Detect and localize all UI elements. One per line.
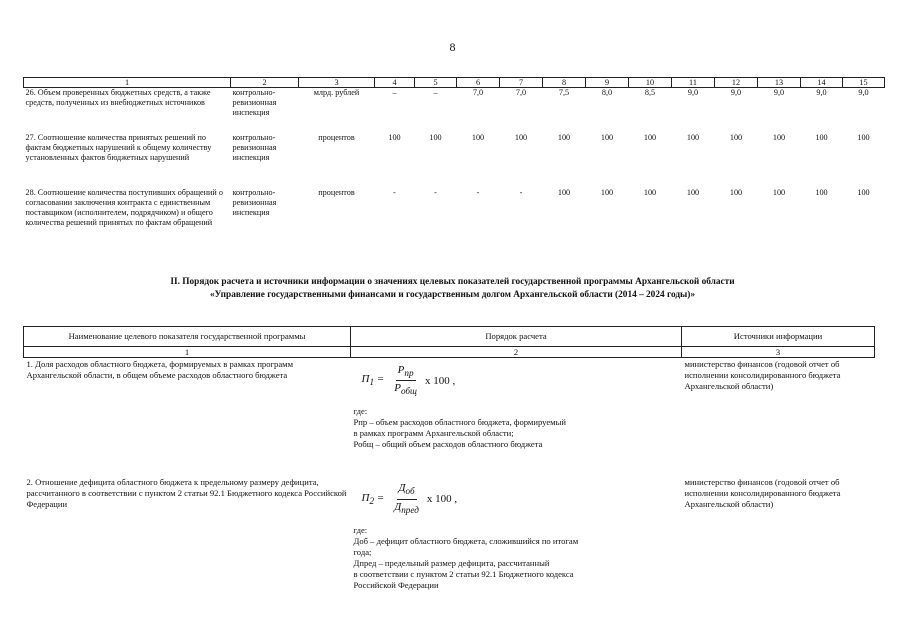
source-cell: министерство финансов (годовой отчет об исполнении консолидированного бюджета Архангельской области): [684, 477, 841, 510]
value-cell: 100: [643, 187, 657, 197]
header-num: 3: [682, 347, 875, 358]
table-header-row: [24, 78, 885, 88]
value-cell: 100: [815, 132, 828, 142]
value-cell: 100: [815, 187, 828, 197]
indicator-name: 2. Отношение дефицита областного бюджета к предельному размеру дефицита, рассчитанного в соответствии с пунктом 2 статьи 92.1 Бюджетного кодекса Российской Федерации: [26, 477, 347, 510]
source-cell: министерство финансов (годовой отчет об исполнении консолидированного бюджета Архангельской области): [684, 359, 841, 391]
column-header: 6: [457, 78, 500, 88]
value-cell: 100: [857, 132, 870, 142]
value-cell: 100: [643, 132, 657, 142]
formula: [362, 481, 679, 516]
column-header: 5: [415, 78, 457, 88]
value-cell: 100: [557, 132, 571, 142]
value-cell: 100: [772, 187, 786, 197]
column-header: 7: [500, 78, 543, 88]
value-cell: 100: [686, 187, 700, 197]
table-row: [24, 358, 875, 477]
value-cell: 100: [388, 132, 401, 142]
value-cell: 100: [686, 132, 700, 142]
column-header: 14: [801, 78, 843, 88]
column-header: 3: [299, 78, 375, 88]
column-header: 8: [543, 78, 586, 88]
column-header: 10: [629, 78, 672, 88]
formula-tail: x 100 ,: [424, 374, 456, 387]
value-cell: 9,0: [773, 88, 785, 97]
value-cell: –: [392, 88, 397, 97]
column-header: 4: [375, 78, 415, 88]
executor: контрольно-ревизионная инспекция: [232, 187, 277, 217]
value-cell: 7,0: [472, 88, 484, 97]
value-cell: 100: [772, 132, 786, 142]
value-cell: 100: [729, 187, 743, 197]
value-cell: –: [433, 88, 438, 97]
section-title-line1: II. Порядок расчета и источники информации о значениях целевых показателей государственной программы Архангельской области: [170, 277, 735, 287]
header-indicator-name: Наименование целевого показателя государственной программы: [24, 327, 351, 347]
table-row: [24, 476, 875, 590]
column-header: 11: [672, 78, 715, 88]
table-row: [24, 88, 885, 133]
column-header: 12: [715, 78, 758, 88]
value-cell: 100: [557, 187, 571, 197]
unit: процентов: [318, 187, 355, 197]
value-cell: -: [393, 187, 396, 197]
value-cell: 100: [514, 132, 528, 142]
value-cell: 100: [600, 187, 614, 197]
value-cell: 8,0: [601, 88, 613, 97]
column-header: 1: [24, 78, 231, 88]
formula-numerator: $Р_{пр}$: [396, 363, 416, 381]
table-header-row: [24, 327, 875, 347]
indicators-table: [23, 77, 885, 228]
table-row: [24, 188, 885, 228]
formula-lhs: $П_1$ =: [361, 373, 385, 388]
header-calculation: Порядок расчета: [351, 327, 682, 347]
value-cell: -: [476, 187, 480, 197]
column-header: 2: [231, 78, 299, 88]
value-cell: -: [434, 187, 437, 197]
formula-explanation: где: Рпр – объем расходов областного бюджета, формируемый в рамках программ Архангельской области; Робщ – общий объем расходов областного бюджета: [353, 406, 566, 450]
header-num: 2: [351, 347, 682, 358]
formula: [362, 363, 679, 398]
unit: млрд. рублей: [313, 88, 360, 97]
formula-explanation: где: Доб – дефицит областного бюджета, сложившийся по итогам года; Дпред – предельный размер дефицита, рассчитанный в соответствии с пунктом 2 статьи 92.1 Бюджетного кодекса Российской Федерации: [353, 524, 579, 590]
value-cell: 100: [729, 132, 743, 142]
indicator-name: 28. Соотношение количества поступивших обращений о согласовании заключения контракта с единственным поставщиком (исполнителем, подрядчиком) и общего количества решений принятых по фактам обращений: [25, 187, 223, 227]
unit: процентов: [318, 132, 355, 142]
value-cell: 7,0: [515, 88, 527, 97]
formula-denominator: $Р_{общ}$: [394, 382, 417, 397]
calculation-cell: [351, 476, 682, 590]
indicator-name: 26. Объем проверенных бюджетных средств, а также средств, полученных из внебюджетных источников: [25, 88, 211, 107]
header-sources: Источники информации: [682, 327, 875, 347]
value-cell: 8,5: [644, 88, 656, 97]
value-cell: 100: [600, 132, 614, 142]
header-num: 1: [24, 347, 351, 358]
calculation-table: [23, 326, 875, 591]
indicator-name: 1. Доля расходов областного бюджета, формируемых в рамках программ Архангельской области, в общем объеме расходов областного бюджета: [26, 359, 294, 380]
column-header: 9: [586, 78, 629, 88]
table-row: [24, 133, 885, 188]
value-cell: 7,5: [558, 88, 570, 97]
formula-denominator: $Д_{пред}$: [394, 500, 419, 515]
column-header: 13: [758, 78, 801, 88]
value-cell: -: [519, 187, 523, 197]
executor: контрольно-ревизионная инспекция: [232, 88, 277, 117]
value-cell: 100: [857, 187, 870, 197]
formula-lhs: $П_2$ =: [361, 491, 385, 506]
formula-tail: x 100 ,: [426, 493, 458, 506]
section-title-line2: «Управление государственными финансами и государственным долгом Архангельской области (2014 – 2024 годы)»: [209, 290, 696, 300]
value-cell: 9,0: [687, 88, 699, 97]
value-cell: 9,0: [858, 88, 869, 97]
formula-numerator: $Д_{об}$: [397, 481, 417, 499]
indicator-name: 27. Соотношение количества принятых решений по фактам бюджетных нарушений к общему количеству установленных фактов бюджетных нарушений: [25, 132, 212, 162]
formula-fraction: [392, 363, 419, 398]
value-cell: 100: [429, 132, 442, 142]
formula-fraction: [392, 481, 421, 516]
value-cell: 9,0: [730, 88, 742, 97]
executor: контрольно-ревизионная инспекция: [232, 132, 277, 162]
section-title: [0, 276, 905, 302]
page-number: 8: [449, 40, 456, 54]
value-cell: 9,0: [816, 88, 827, 97]
table-header-num-row: [24, 347, 875, 358]
column-header: 15: [843, 78, 885, 88]
value-cell: 100: [471, 132, 485, 142]
calculation-cell: [351, 358, 682, 477]
